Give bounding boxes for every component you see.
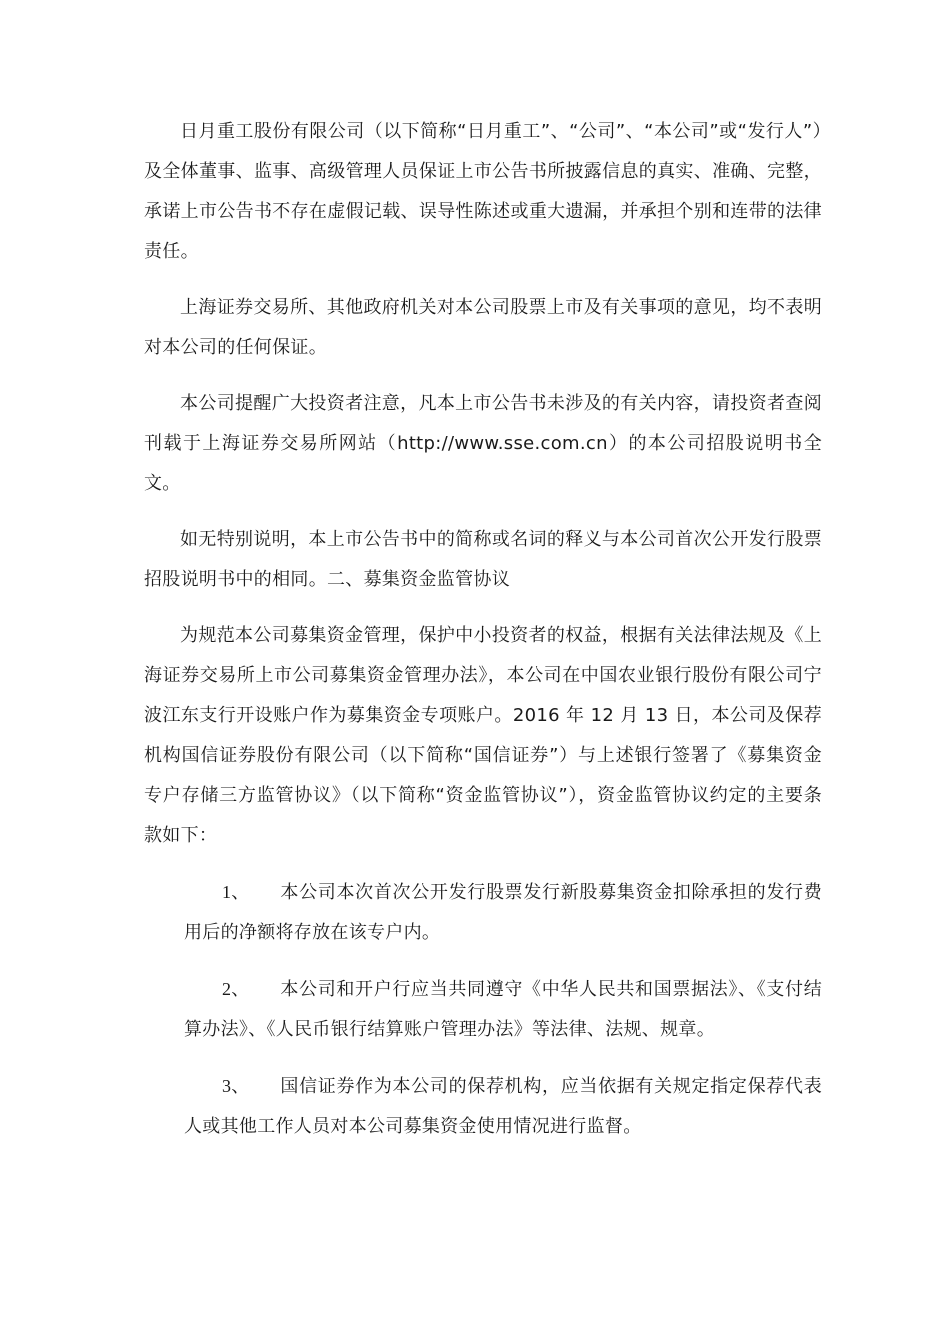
list-item-number: 2、: [222, 979, 250, 999]
list-item-number: 3、: [222, 1076, 250, 1096]
paragraph-definitions: 如无特别说明，本上市公告书中的简称或名词的释义与本公司首次公开发行股票招股说明书中的相同。二、募集资金监管协议: [144, 529, 822, 590]
paragraph-supervision-agreement: 为规范本公司募集资金管理，保护中小投资者的权益，根据有关法律法规及《上海证券交易所上市公司募集资金管理办法》，本公司在中国农业银行股份有限公司宁波江东支行开设账户作为募集资金专项账户。2016 年 12 月 13 日，本公司及保荐机构国信证券股份有限公司（以下简称“国信证券”）与上述银行签署了《募集资金专户存储三方监管协议》（以下简称“资金监管协议”），资金监管协议约定的主要条款如下：: [144, 625, 822, 846]
list-item-text: 国信证券作为本公司的保荐机构，应当依据有关规定指定保荐代表人或其他工作人员对本公司募集资金使用情况进行监督。: [184, 1076, 822, 1137]
list-item: [184, 1066, 822, 1147]
list-item-text: 本公司和开户行应当共同遵守《中华人民共和国票据法》、《支付结算办法》、《人民币银行结算账户管理办法》等法律、法规、规章。: [184, 979, 822, 1040]
paragraph-exchange-notice: 上海证券交易所、其他政府机关对本公司股票上市及有关事项的意见，均不表明对本公司的任何保证。: [144, 297, 822, 358]
list-item-number: 1、: [222, 882, 250, 902]
list-item: [184, 969, 822, 1050]
paragraph-investor-reminder: 本公司提醒广大投资者注意，凡本上市公告书未涉及的有关内容，请投资者查阅刊载于上海证券交易所网站（http://www.sse.com.cn）的本公司招股说明书全文。: [144, 393, 822, 494]
paragraph-disclaimer: 日月重工股份有限公司（以下简称“日月重工”、“公司”、“本公司”或“发行人”）及全体董事、监事、高级管理人员保证上市公告书所披露信息的真实、准确、完整，承诺上市公告书不存在虚假记载、误导性陈述或重大遗漏，并承担个别和连带的法律责任。: [144, 121, 822, 262]
list-item-text: 本公司本次首次公开发行股票发行新股募集资金扣除承担的发行费用后的净额将存放在该专户内。: [184, 882, 822, 943]
document-body: [144, 112, 822, 1163]
list-item: [184, 872, 822, 953]
